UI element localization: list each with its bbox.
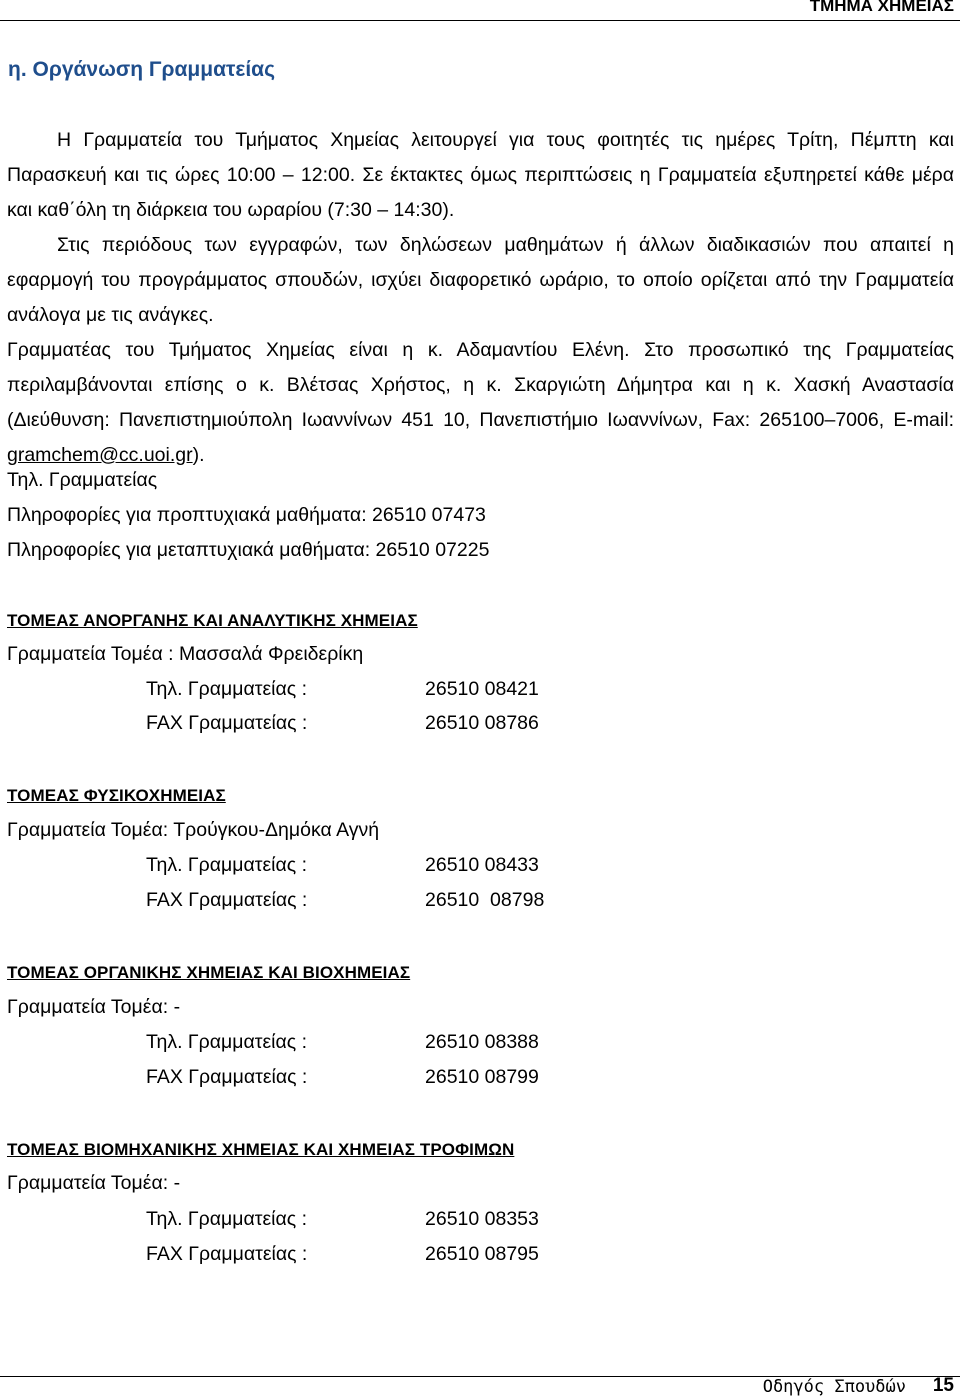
fax-label: FAX Γραμματείας : (146, 712, 308, 734)
sector-title: ΤΟΜΕΑΣ ΑΝΟΡΓΑΝΗΣ ΚΑΙ ΑΝΑΛΥΤΙΚΗΣ ΧΗΜΕΙΑΣ (7, 611, 418, 630)
fax-value: 26510 08786 (425, 712, 539, 734)
staff-text (7, 333, 954, 473)
staff-text-main: Γραμματέας του Τμήματος Χημείας είναι η κ. Αδαμαντίου Ελένη. Στο προσωπικό της Γραμματείας περιλαμβάνονται επίσης ο κ. Βλέτσας Χρήστος, η κ. Σκαργιώτη Δήμητρα και η κ. Χασκή Αναστασία (Διεύθυνση: Πανεπιστημιούπολη Ιωαννίνων 451 10, Πανεπιστήμιο Ιωαννίνων, Fax: 265100–7006, E-mail: (7, 339, 954, 431)
fax-label: FAX Γραμματείας : (146, 1243, 308, 1265)
hours-paragraph (7, 123, 954, 473)
page-header: ΤΜΗΜΑ ΧΗΜΕΙΑΣ (809, 0, 954, 15)
fax-value: 26510 08795 (425, 1243, 539, 1265)
hours-text: Η Γραμματεία του Τμήματος Χημείας λειτουργεί για τους φοιτητές τις ημέρες Τρίτη, Πέμπτη και Παρασκευή και τις ώρες 10:00 – 12:00. Σε έκτακτες όμως περιπτώσεις η Γραμματεία εξυπηρετεί κάθε μέρα και καθ΄όλη τη διάρκεια του ωραρίου (7:30 – 14:30). (7, 129, 954, 221)
phones-title: Τηλ. Γραμματείας (7, 469, 158, 491)
tel-value: 26510 08353 (425, 1208, 539, 1230)
sector-secretary: Γραμματεία Τομέα: Τρούγκου-Δημόκα Αγνή (7, 819, 380, 841)
registration-text: Στις περιόδους των εγγραφών, των δηλώσεων μαθημάτων ή άλλων διαδικασιών που απαιτεί η εφαρμογή του προγράμματος σπουδών, ισχύει διαφορετικό ωράριο, το οποίο ορίζεται από την Γραμματεία ανάλογα με τις ανάγκες. (7, 234, 954, 326)
tel-value: 26510 08421 (425, 678, 539, 700)
tel-label: Τηλ. Γραμματείας : (146, 1031, 307, 1053)
staff-text-end: ). (192, 444, 205, 466)
sector-secretary: Γραμματεία Τομέα: - (7, 996, 181, 1018)
section-title: η. Οργάνωση Γραμματείας (8, 58, 275, 81)
tel-label: Τηλ. Γραμματείας : (146, 678, 307, 700)
email-link[interactable]: gramchem@cc.uoi.gr (7, 444, 193, 466)
fax-value: 26510 08798 (425, 889, 545, 911)
fax-label: FAX Γραμματείας : (146, 889, 308, 911)
sector-title: ΤΟΜΕΑΣ ΟΡΓΑΝΙΚΗΣ ΧΗΜΕΙΑΣ ΚΑΙ ΒΙΟΧΗΜΕΙΑΣ (7, 963, 411, 982)
sector-title: ΤΟΜΕΑΣ ΦΥΣΙΚΟΧΗΜΕΙΑΣ (7, 786, 226, 805)
fax-value: 26510 08799 (425, 1066, 539, 1088)
sector-title: ΤΟΜΕΑΣ ΒΙΟΜΗΧΑΝΙΚΗΣ ΧΗΜΕΙΑΣ ΚΑΙ ΧΗΜΕΙΑΣ ΤΡΟΦΙΜΩΝ (7, 1140, 515, 1159)
postgrad-phone: Πληροφορίες για μεταπτυχιακά μαθήματα: 26510 07225 (7, 539, 490, 561)
fax-label: FAX Γραμματείας : (146, 1066, 308, 1088)
sector-secretary: Γραμματεία Τομέα : Μασσαλά Φρειδερίκη (7, 643, 364, 665)
tel-label: Τηλ. Γραμματείας : (146, 1208, 307, 1230)
tel-label: Τηλ. Γραμματείας : (146, 854, 307, 876)
tel-value: 26510 08433 (425, 854, 539, 876)
sector-secretary: Γραμματεία Τομέα: - (7, 1172, 181, 1194)
tel-value: 26510 08388 (425, 1031, 539, 1053)
footer-title: Οδηγός Σπουδών (762, 1377, 906, 1397)
header-rule (0, 20, 960, 21)
page-number: 15 (932, 1375, 954, 1396)
undergrad-phone: Πληροφορίες για προπτυχιακά μαθήματα: 26510 07473 (7, 504, 486, 526)
